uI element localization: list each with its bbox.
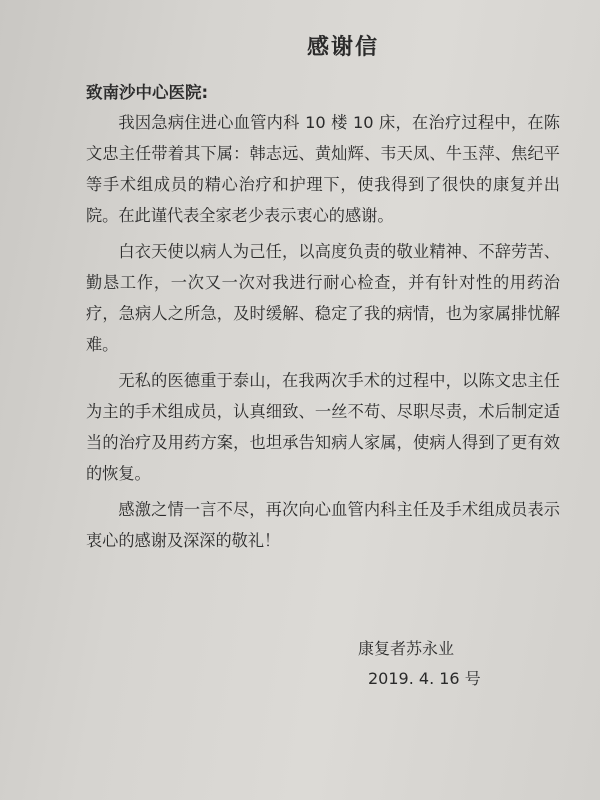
letter-date: 2019. 4. 16 号 [368, 669, 481, 688]
letter-signature: 康复者苏永业 [358, 639, 455, 658]
letter-title: 感谢信 [306, 35, 379, 60]
letter-salutation: 致南沙中心医院: [86, 83, 209, 102]
letter-paragraph: 无私的医德重于泰山，在我两次手术的过程中，以陈文忠主任为主的手术组成员，认真细致、一丝不苟、尽职尽责，术后制定适当的治疗及用药方案，也坦承告知病人家属，使病人得到了更有效的恢复。 [86, 371, 560, 483]
letter-signoff [358, 634, 481, 694]
letter-paragraph: 感激之情一言不尽，再次向心血管内科主任及手术组成员表示衷心的感谢及深深的敬礼！ [86, 500, 560, 550]
letter-paragraph: 我因急病住进心血管内科 10 楼 10 床，在治疗过程中，在陈文忠主任带着其下属：韩志远、黄灿辉、韦天凤、牛玉萍、焦纪平等手术组成员的精心治疗和护理下，使我得到了很快的康复并出院。在此谨代表全家老少表示衷心的感谢。 [86, 113, 560, 225]
letter-paragraph: 白衣天使以病人为己任，以高度负责的敬业精神、不辞劳苦、勤恳工作，一次又一次对我进行耐心检查，并有针对性的用药治疗，急病人之所急，及时缓解、稳定了我的病情，也为家属排忧解难。 [86, 242, 560, 354]
